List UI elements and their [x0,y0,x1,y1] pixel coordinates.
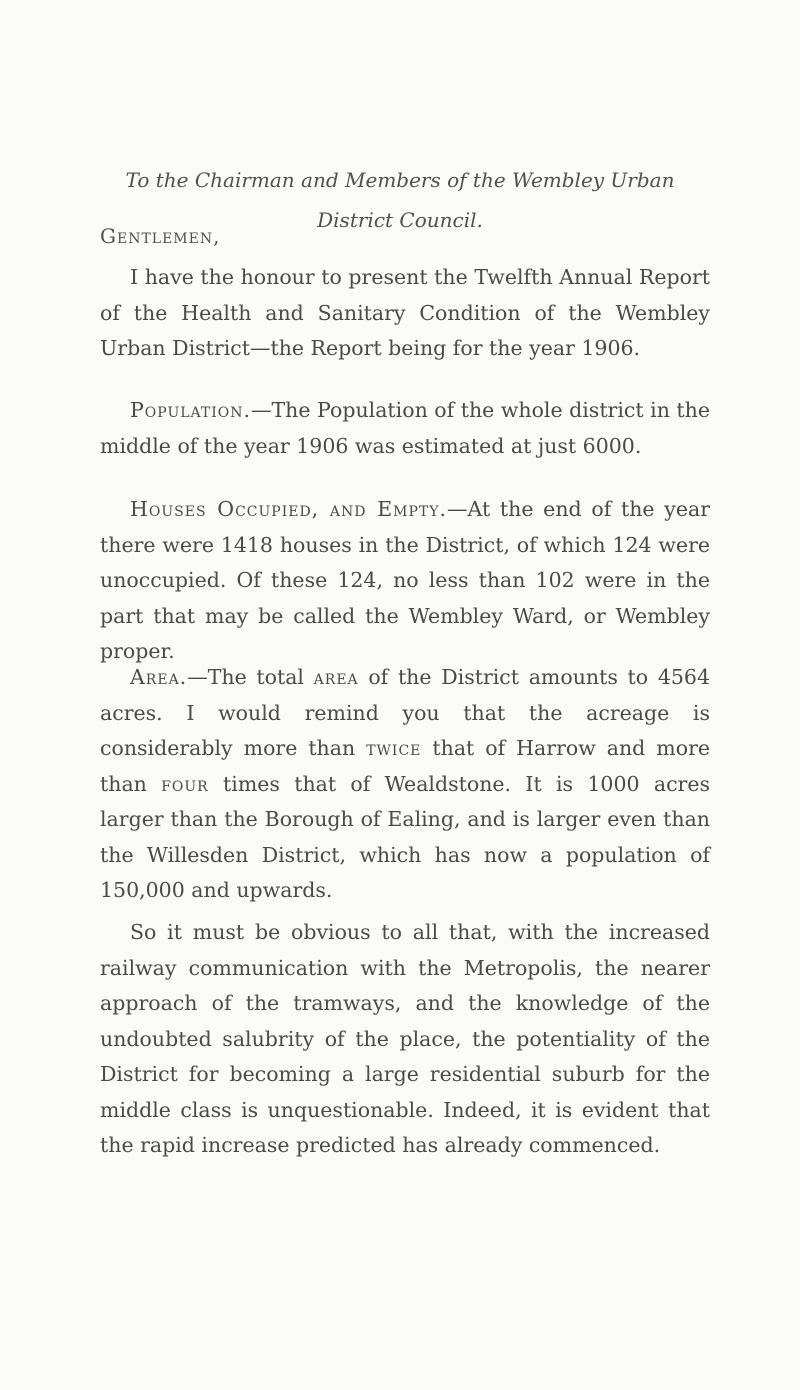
paragraph-text: times that of Wealdstone. It is 1000 acres larger than the Borough of Ealing, and is larger even than the Willesden District, which has now a population of 150,000 and upwards. [100,771,711,902]
paragraph-houses [100,492,710,670]
address-line-1: To the Chairman and Members of the Wembley Urban [125,168,675,192]
salutation: Gentlemen, [100,224,221,248]
paragraph-population [100,393,710,464]
paragraph-conclusion [100,915,710,1164]
section-heading-houses: Houses Occupied, and Empty. [130,497,448,521]
paragraph-text: of the District amounts to 4564 acres. I would remind you that the acreage is considerably more than [100,665,710,760]
emphasis-four: four [161,771,209,796]
paragraph-text: So it must be obvious to all that, with the increased railway communication with the Metropolis, the nearer approach of the tramways, and the knowledge of the undoubted salubrity of the place, the potentiality of the District for becoming a large residential suburb for the middle class is unquestionable. Indeed, it is evident that the rapid increase predicted has already commenced. [100,920,710,1157]
paragraph-text: that of Harrow and more than [100,736,710,796]
paragraph-text: I have the honour to present the Twelfth Annual Report of the Health and Sanitary Condition of the Wembley Urban District—the Report being for the year 1906. [100,265,710,360]
address-line-2: District Council. [317,208,483,232]
paragraph-intro [100,260,710,367]
emphasis-twice: twice [366,736,422,760]
paragraph-area [100,660,710,909]
section-heading-area: Area. [130,665,188,689]
paragraph-text: —At the end of the year there were 1418 houses in the District, of which 124 were unoccupied. Of these 124, no less than 102 were in the part that may be called the Wembley Ward, or Wembley proper. [100,497,710,663]
paragraph-text: —The Population of the whole district in the middle of the year 1906 was estimated at just 6000. [100,398,710,458]
emphasis-area: area [313,665,359,689]
section-heading-population: Population. [130,398,251,422]
paragraph-text: —The total [187,665,314,689]
